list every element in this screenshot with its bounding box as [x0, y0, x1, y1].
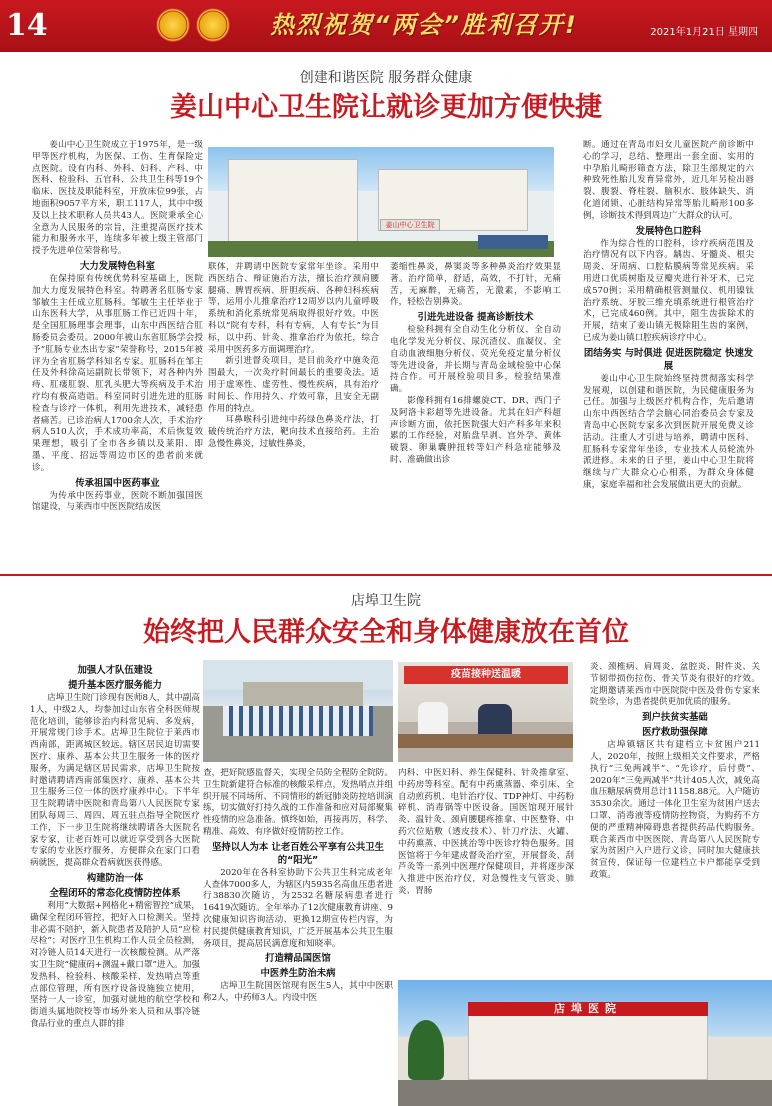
paragraph: 断。通过在青岛市妇女儿童医院产前诊断中心的学习，总结、整理出一套全面、实用的中孕胎儿畸形筛查方法，除卫生部规定的六种致死性胎儿发育异常外，近几年另检出唇裂、腹裂、脊柱裂、脑积水、肢体缺失、消化道闭锁、心脏结构异常等胎儿畸形100多例，诊断技术得到周边广大群众的认可。 — [583, 140, 754, 221]
paragraph: 店埠镇辖区共有建档立卡贫困户211人，2020年，按照上级相关文件要求，严格执行“三免两减半”、“先诊疗，后付费”、2020年“三免两减半”共计405人次，减免高血压糖尿病费用总计11158.88元。入户随访3530余次。通过一体化卫生室为贫困户送去口罩、消毒液等疫情防控物资，为购药不方便的严重精神障碍患者提供药品代购服务。联合莱西市中医医院、青岛第八人民医院专家为贫困户入户进行义诊，同时加大健康扶贫宣传，保证每一位建档立卡户都能享受到政策。 — [590, 740, 760, 880]
paragraph: 查，把好院感监督关，实现全员防全程防全院防。卫生院新建符合标准的核酸采样点，发热哨点并组织开展不同场所、不同情形的新冠肺炎防控培训演练，切实做好打持久战的工作准备和应对局部聚集性疫情的应急准备。慎终如始，再接再厉，科学、精准、高效、有序做好疫情防控工作。 — [203, 768, 393, 837]
subheading: 加强人才队伍建设 — [77, 665, 153, 676]
paragraph: 作为综合性的口腔科，诊疗疾病范围及治疗情况有以下内容。龋齿、牙髓炎、根尖周炎、牙周病、口腔粘膜病等常见疾病。采用进口优质树脂及豆瓣夹进行补牙术，已完成570例；采用精确根管测量仪、机用镍钛治疗系统、牙胶三维充填系统进行根管治疗术，已完成460例。其中，阻生齿拔除术的开展，结束了姜山镇无极除阻生齿的案例，已成为姜山镇口腔疾病诊疗中心。 — [583, 238, 754, 343]
subheading: 中医养生防治未病 — [260, 968, 336, 980]
article1-column-4 — [583, 140, 754, 565]
national-emblem-icon — [156, 8, 190, 42]
paragraph: 影像科拥有16排螺旋CT、DR、西门子及阿洛卡彩超等先进设备。尤其在妇产科超声诊断方面，依托医院强大妇产科多年来积累的工作经验，对胎盘早剥、宫外孕、黄体破裂、卵巢囊肿扭转等妇产科急症能够及时、准确做出诊 — [390, 395, 561, 465]
parked-car — [478, 235, 548, 249]
building-left — [228, 159, 358, 247]
paragraph: 2020年在各科室协助下公共卫生科完成老年人查体7000多人，为辖区内5935名高血压患者进行38830次随访，为2532名糖尿病患者进行16419次随访。全年举办了12次健康教育讲座、9次健康知识咨询活动、更换12期宣传栏内容，为村民提供健康教育知识，广泛开展基本公共卫生服务项目，提高居民满意度和知晓率。 — [203, 867, 393, 949]
paragraph: 耳鼻喉科引进纯中药绿色鼻炎疗法，打破传统治疗方法，靶向技术直接给药。主治急慢性鼻炎，过敏性鼻炎， — [208, 415, 379, 449]
paragraph: 店埠卫生院国医馆现有医生5人，其中中医职称2人，中药师3人。内设中医 — [203, 981, 393, 1004]
party-emblem-icon — [196, 8, 230, 42]
banner-title: 热烈祝贺“两会”胜利召开! — [270, 11, 578, 39]
road — [398, 1080, 772, 1106]
article2-column-4 — [590, 662, 760, 973]
dianbu-hospital-photo — [398, 980, 772, 1106]
subheading: 构建防治一体 — [86, 872, 144, 884]
hospital-sign: 店埠医院 — [468, 1002, 708, 1016]
subheading: 全程闭环的常态化疫情防控体系 — [49, 887, 181, 899]
page-number: 14 — [6, 8, 48, 43]
article2-column-2 — [203, 768, 393, 1102]
issue-date: 2021年1月21日 星期四 — [650, 27, 758, 38]
paragraph: 炎、颈椎病、肩周炎、盆腔炎、附件炎、关节韧带损伤拉伤、骨关节炎有很好的疗效。定期邀请莱西市中医院院中医及骨伤专家来院坐诊，为患者提供更加优质的服务。 — [590, 662, 760, 708]
building — [243, 682, 363, 708]
tree — [408, 1020, 444, 1080]
article1-column-1 — [32, 140, 203, 565]
paragraph: 店埠卫生院门诊现有医师8人，其中副高1人，中级2人，均参加过山东省全科医师规范化培训，能够诊治内科常见病、多发病，开展常规门诊手术。店埠卫生院位于莱西市西南部，距离城区较远。辖区居民迫切需要医疗、康养、基本公共卫生服务一体的医疗服务，为满足辖区居民需求，店埠卫生院按时邀请聘请西南部集医疗、康养、基本公共卫生服务三位一体的医疗康养中心。下半年卫生院聘请中医院和青岛第八人民医院专家团队每周三、周四、周五驻点指导全院医疗工作，下一步卫生院将继续聘请各大医院名家专家，让老百姓可以就近享受到各大医院专家的专业医疗服务，方便群众在家门口看病就医，提高群众看病就医获得感。 — [30, 693, 200, 869]
subheading: 传承祖国中医药事业 — [75, 477, 160, 489]
hospital-building-photo — [208, 147, 554, 257]
subheading: 引进先进设备 提高诊断技术 — [417, 312, 534, 324]
subheading: 提升基本医疗服务能力 — [68, 680, 162, 691]
subheading: 打造精品国医馆 — [265, 953, 331, 965]
article2-column-3 — [398, 768, 574, 973]
paragraph: 利用“大数据+网格化+精密智控”成果，确保全程闭环管控，把好入口检测关。坚持非必需不陪护，新入院患者及陪护人员“应检尽检”；对医疗卫生机构工作人员全员检测，对冷链人员14天进行一次核酸检测。从严落实卫生院“健康码+测温+戴口罩”进入。加强发热科、检验科、核酸采样、发热哨点等重点部位管理，所有医疗设备设施独立使用，坚持一人一诊室，加强对就地的航空学校和街道头属地院校等市场外来人员和从事冷链食品行业的重点人群的排 — [30, 900, 200, 1029]
paragraph: 检验科拥有全自动生化分析仪、全自动电化学发光分析仪、尿沉渣仪、血凝仪、全自动血液细胞分析仪、荧光免疫定量分析仪等先进设备，并长期与青岛金域检验中心保持合作。可开展检验项目多，检验结果准确。 — [390, 325, 561, 395]
article1-column-2 — [208, 262, 379, 565]
article2-kicker: 店埠卫生院 — [351, 593, 421, 609]
article1-headline: 姜山中心卫生院让就诊更加方便快捷 — [170, 92, 602, 123]
paragraph: 新引进督灸项目，是目前灸疗中施灸范围最大，一次灸疗时间最长的重要灸法。适用于虚寒性、虚劳性、慢性疾病，具有治疗时间长、作用持久、疗效可靠，且安全无副作用的特点。 — [208, 356, 379, 414]
hospital-sign: 姜山中心卫生院 — [380, 219, 440, 231]
article1-kicker: 创建和谐医院 服务群众健康 — [299, 70, 473, 86]
paragraph: 姜山中心卫生院成立于1975年，是一级甲等医疗机构，为医保、工伤、生育保险定点医院。设有内科、外科、妇科、产科、中医科、检验科、五官科、公共卫生科等19个临床、医技及职能科室，开放床位99张，占地面积9057平方米，职工117人，其中中级及以上技术职称人员共43人。医院秉承全心全意为人民服务的宗旨，注重提高医疗技术能力和服务水平，连续多年被上级主管部门授予先进单位荣誉称号。 — [32, 140, 203, 257]
article2-column-1 — [30, 662, 200, 1102]
page-banner — [0, 0, 772, 52]
banner-cloth: 疫苗接种送温暖 — [404, 666, 568, 684]
paragraph: 内科、中医妇科、养生保健科、针灸推拿室、中药房等科室。配有中药熏蒸器、牵引床、全自动煎药机、电针治疗仪、TDP神灯、中药粉碎机、消毒锅等中医设备。国医馆现开展针灸、温针灸、颈肩腰腿疼推拿、中医整脊、中药穴位贴敷（透皮技术）、针刀疗法、火罐、中药熏蒸、中医挑治等中医诊疗特色服务。国医馆将于今年建成督灸治疗室，开展督灸、刮芦灸等一系列中医理疗保健项目，并将逐步深入推进中医治疗仪，对急慢性支气管炎、肺炎、胃肠 — [398, 768, 574, 896]
subheading: 医疗救助强保障 — [642, 727, 708, 739]
paragraph: 在保持原有传统优势科室基础上，医院加大力度发展特色科室。特聘著名肛肠专家邹敏生主任成立肛肠科。邹敏生主任毕业于山东医科大学，从事肛肠工作已近四十年，是全国肛肠理事会理事，山东中西医结合肛肠委员会委员。2000年被山东省肛肠学会授予“肛肠专业杰出专家”荣誉称号，2015年被评为全省肛肠学科知名专家。肛肠科在邹主任及外科徐高运副院长带领下，对各种内外痔、肛瘘肛裂、肛乳头肥大等疾病及手术治疗均有极高造诣。科室同时引进先进的肛肠检查与诊疗一体机，利用先进技术，减轻患者痛苦。已诊治病人1700余人次，手术治疗病人510人次，手术成功率高，术后恢复效果理想，吸引了全市各乡镇以及莱阳、即墨、平度、招远等周边市区的患者前来就诊。 — [32, 273, 203, 473]
paragraph: 为传承中医药事业，医院不断加强国医馆建设，与莱西市中医医院结成医 — [32, 490, 203, 513]
building — [468, 1010, 708, 1080]
consultation-photo — [398, 662, 573, 762]
subheading: 团结务实 与时俱进 促进医院稳定 快速发展 — [583, 347, 754, 372]
desk — [398, 734, 573, 748]
subheading: 坚持以人为本 让老百姓公平享有公共卫生的“阳光” — [211, 841, 384, 866]
paragraph: 联体，并聘请中医院专家常年坐诊。采用中西医结合、辩证施治方法，擅长治疗颈肩腰腿痛、脾胃疾病、肝胆疾病、各种妇科疾病等，运用小儿推拿治疗12周岁以内儿童呼吸系统和消化系统常见病取得很好疗效。中医科以“院有专科，科有专病，人有专长”为目标，以中药、针灸、推拿治疗为依托，综合采用中医药多方面调理治疗。 — [208, 262, 379, 355]
subheading: 发展特色口腔科 — [635, 225, 702, 237]
article1-column-3 — [390, 262, 561, 565]
paragraph: 萎缩性鼻炎，鼻窦炎等多种鼻炎治疗效果显著。治疗简单，舒适，高效，不打针，无痛苦，无麻醉，无痛苦，无激素，不影响工作，轻松告别鼻炎。 — [390, 262, 561, 308]
people-queue — [223, 706, 373, 736]
article2-headline: 始终把人民群众安全和身体健康放在首位 — [143, 617, 629, 648]
vaccination-line-photo — [203, 660, 393, 762]
subheading: 到户扶贫实基础 — [642, 712, 708, 724]
paragraph: 姜山中心卫生院始终坚持贯彻落实科学发展观，以创建和谐医院，为民健康服务为己任。加强与上级医疗机构合作，先后邀请山东中西医结合学会脑心同治委员会专家及青岛中心医院专家多次到医院开展免费义诊活动。注重人才引进与培养，聘请中医科、肛肠科专家常年坐诊，专业技术人员轮流外派进修。未来的日子里，姜山中心卫生院将继续与广大群众心心相系，为群众身体健康，家庭幸福和社会发展做出更大的贡献。 — [583, 373, 754, 490]
subheading: 大力发展特色科室 — [79, 260, 155, 272]
section-divider — [0, 574, 772, 576]
